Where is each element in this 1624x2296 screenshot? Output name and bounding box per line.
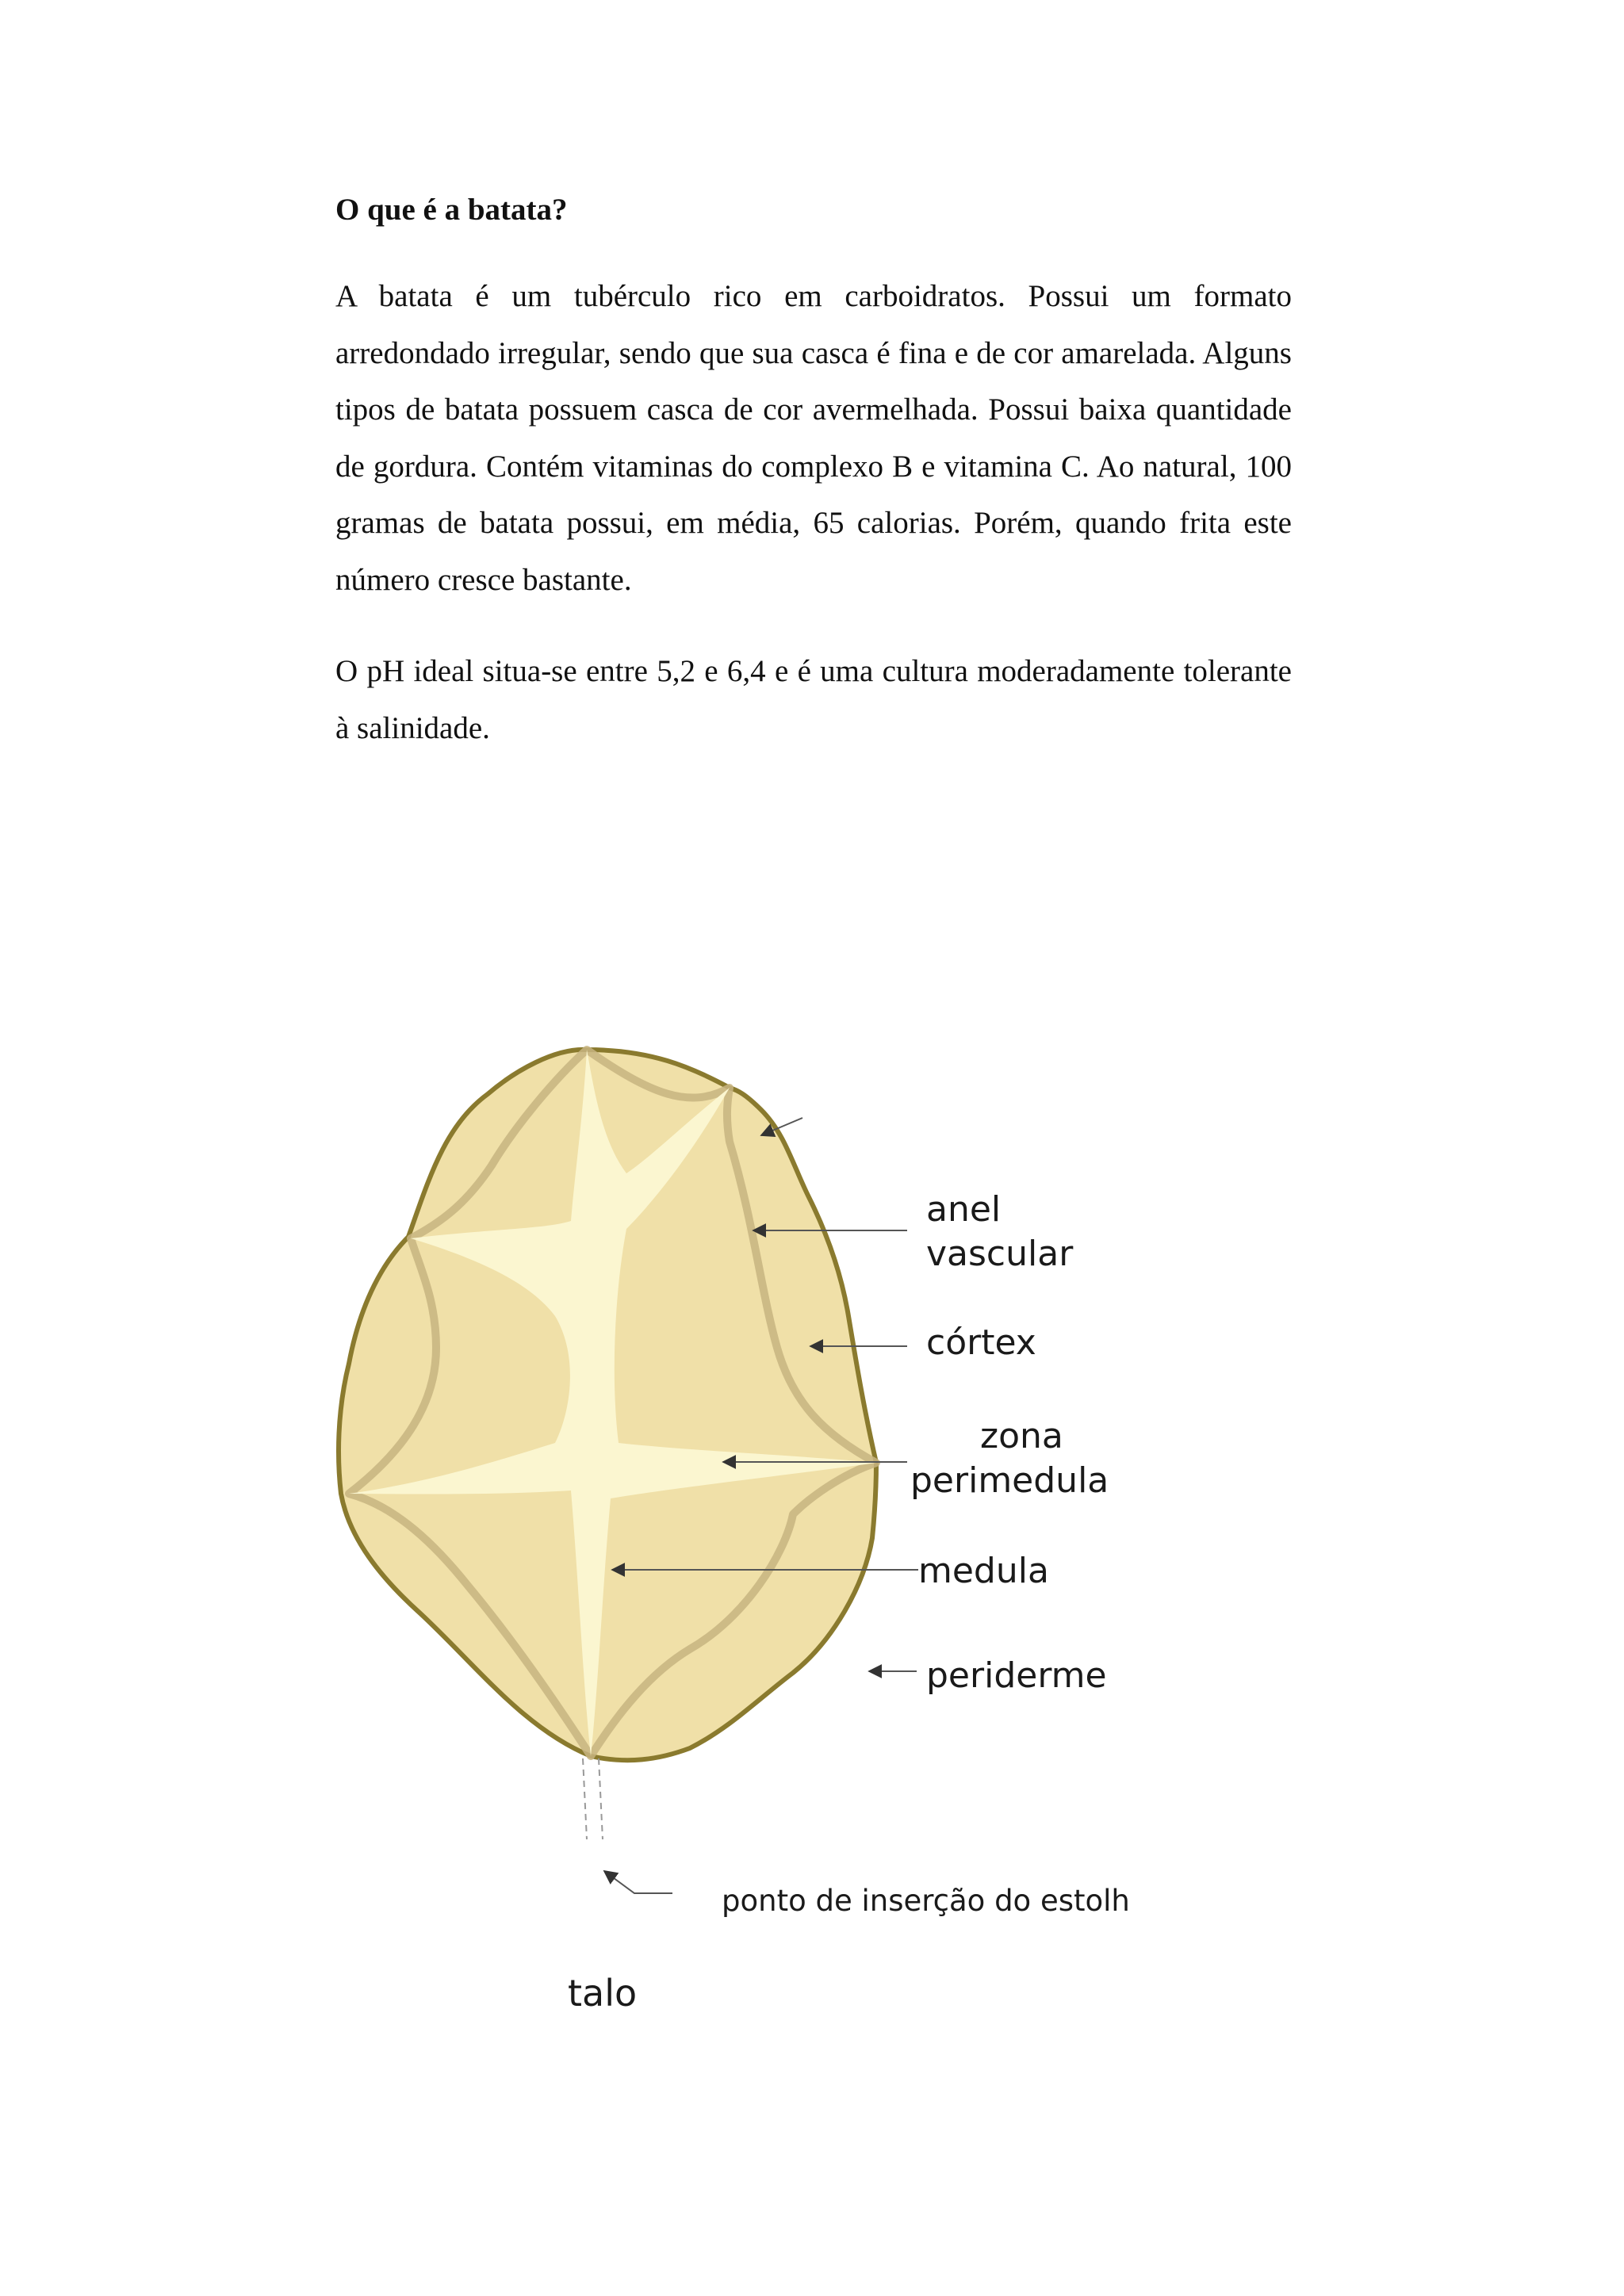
stalk-line-left xyxy=(583,1758,587,1839)
label-vascular: vascular xyxy=(926,1234,1074,1274)
leader-ponto-insercao xyxy=(604,1871,672,1893)
label-medula: medula xyxy=(918,1551,1049,1591)
label-ponto-insercao: ponto de inserção do estolh xyxy=(722,1884,1130,1918)
label-zona: zona xyxy=(980,1416,1063,1456)
paragraph-description: A batata é um tubérculo rico em carboidratos. Possui um formato arredondado irregular, sendo que sua casca é fina e de cor amarelada. Alguns tipos de batata possuem casca de cor avermelhada. Possui baixa quantidade de gordura. Contém vitaminas do complexo B e vitamina C. Ao natural, 100 gramas de batata possui, em média, 65 calorias. Porém, quando frita este número cresce bastante. xyxy=(335,279,1292,597)
label-perimedula: perimedula xyxy=(910,1460,1109,1501)
paragraph-ph: O pH ideal situa-se entre 5,2 e 6,4 e é uma cultura moderadamente tolerante à salinidade. xyxy=(335,654,1292,745)
potato-diagram xyxy=(317,1031,1150,2030)
stalk-line-right xyxy=(599,1758,603,1839)
document-body xyxy=(335,187,1292,791)
page-heading: O que é a batata? xyxy=(335,193,568,227)
potato-cross-section-figure xyxy=(317,1031,1150,2030)
label-anel: anel xyxy=(926,1189,1002,1230)
label-cortex: córtex xyxy=(926,1322,1036,1363)
label-talo: talo xyxy=(568,1972,638,2015)
label-periderme: periderme xyxy=(926,1655,1107,1696)
